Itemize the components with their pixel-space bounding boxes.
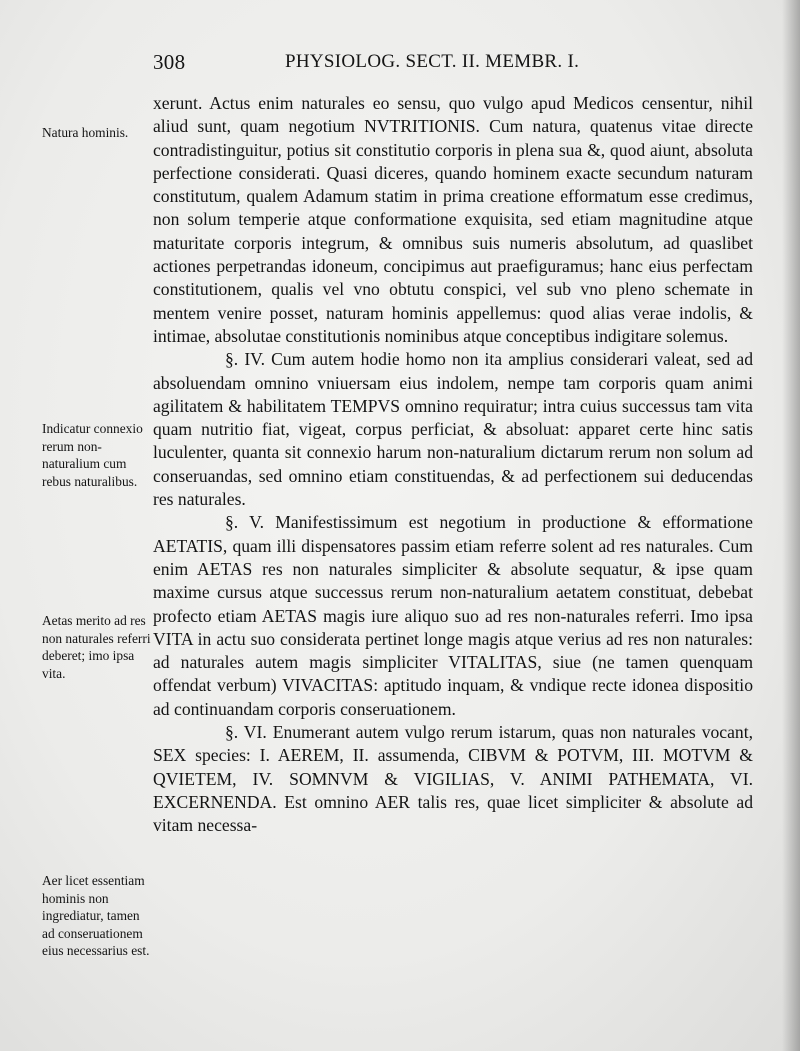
marginal-note: Indicatur connexio rerum non-naturalium cum rebus naturalibus. <box>42 421 143 489</box>
main-text <box>153 92 753 838</box>
page-edge-shadow <box>782 0 800 1051</box>
marginal-note: Aetas merito ad res non naturales referri deberet; imo ipsa vita. <box>42 613 151 681</box>
page-header <box>153 50 623 80</box>
section-paragraph: §. VI. Enumerant autem vulgo rerum istarum, quas non naturales vocant, SEX species: I. AEREM, II. assumenda, CIBVM & POTVM, III. MOTVM & QVIETEM, IV. SOMNVM & VIGILIAS, V. ANIMI PATHEMATA, VI. EXCERNENDA. Est omnino AER talis res, quae licet simpliciter & absolute ad vitam necessa- <box>153 722 753 836</box>
paragraph: xerunt. Actus enim naturales eo sensu, quo vulgo apud Medicos censentur, nihil aliud sunt, quam negotium NVTRITIONIS. Cum natura, quatenus vitae directe contradistinguitur, potius sit constitutio corporis in plena sua &, quod aiunt, absoluta perfectione considerati. Quasi diceres, quando hominem exacte secundum naturam constitutum, qualem Adamum statim in prima creatione efformatum esse credimus, non solum temperie atque conformatione exquisita, sed etiam magnitudine atque maturitate corporis integrum, & omnibus suis numeris absolutum, ad quaslibet actiones perpetrandas idoneum, concipimus aut praefiguramus; hanc eius perfectam constitutionem, qualis vel vno obtutu conspici, vel sub vno pleno schemate in mentem venire posset, naturam hominis appellemus: quod alias verae indolis, & intimae, absolutae constitutionis nominibus atque conceptibus indigitare solemus. <box>153 93 753 346</box>
section-paragraph: §. V. Manifestissimum est negotium in productione & efformatione AETATIS, quam illi dispensatores passim etiam referre solent ad res naturales. Cum enim AETAS res non naturales simpliciter & absolute sequatur, & ipse quam maxime cursus atque successus rerum non-naturalium aetatem constituat, debebat profecto etiam AETAS magis iure aliquo suo ad res non-naturales referri. Imo ipsa VITA in actu suo considerata pertinet longe magis atque verius ad res non naturales: ad naturales autem magis simpliciter VITALITAS, siue (ne tamen quenquam offendat verbum) VIVACITAS: aptitudo inquam, & vndique recte idonea dispositio ad continuandam corporis conseruationem. <box>153 512 753 719</box>
marginal-note: Natura hominis. <box>42 125 129 140</box>
section-paragraph: §. IV. Cum autem hodie homo non ita amplius considerari valeat, sed ad absoluendam omnino vniuersam eius indolem, nempe tam corporis quam animi agilitatem & habilitatem TEMPVS omnino requiratur; intra cuius successus tam vita quam nutritio fiat, vigeat, corpus perficiat, & absoluat: apparet certe hinc satis luculenter, quanta sit connexio harum non-naturalium dictarum rerum non solum ad conseruandas, sed omnino etiam constituendas, & ad perfectionem sui deducendas res naturales. <box>153 349 753 510</box>
running-title: PHYSIOLOG. SECT. II. MEMBR. I. <box>285 51 580 72</box>
marginal-note: Aer licet essentiam hominis non ingrediatur, tamen ad conseruationem eius necessarius est. <box>42 873 150 958</box>
page-number: 308 <box>153 50 186 74</box>
